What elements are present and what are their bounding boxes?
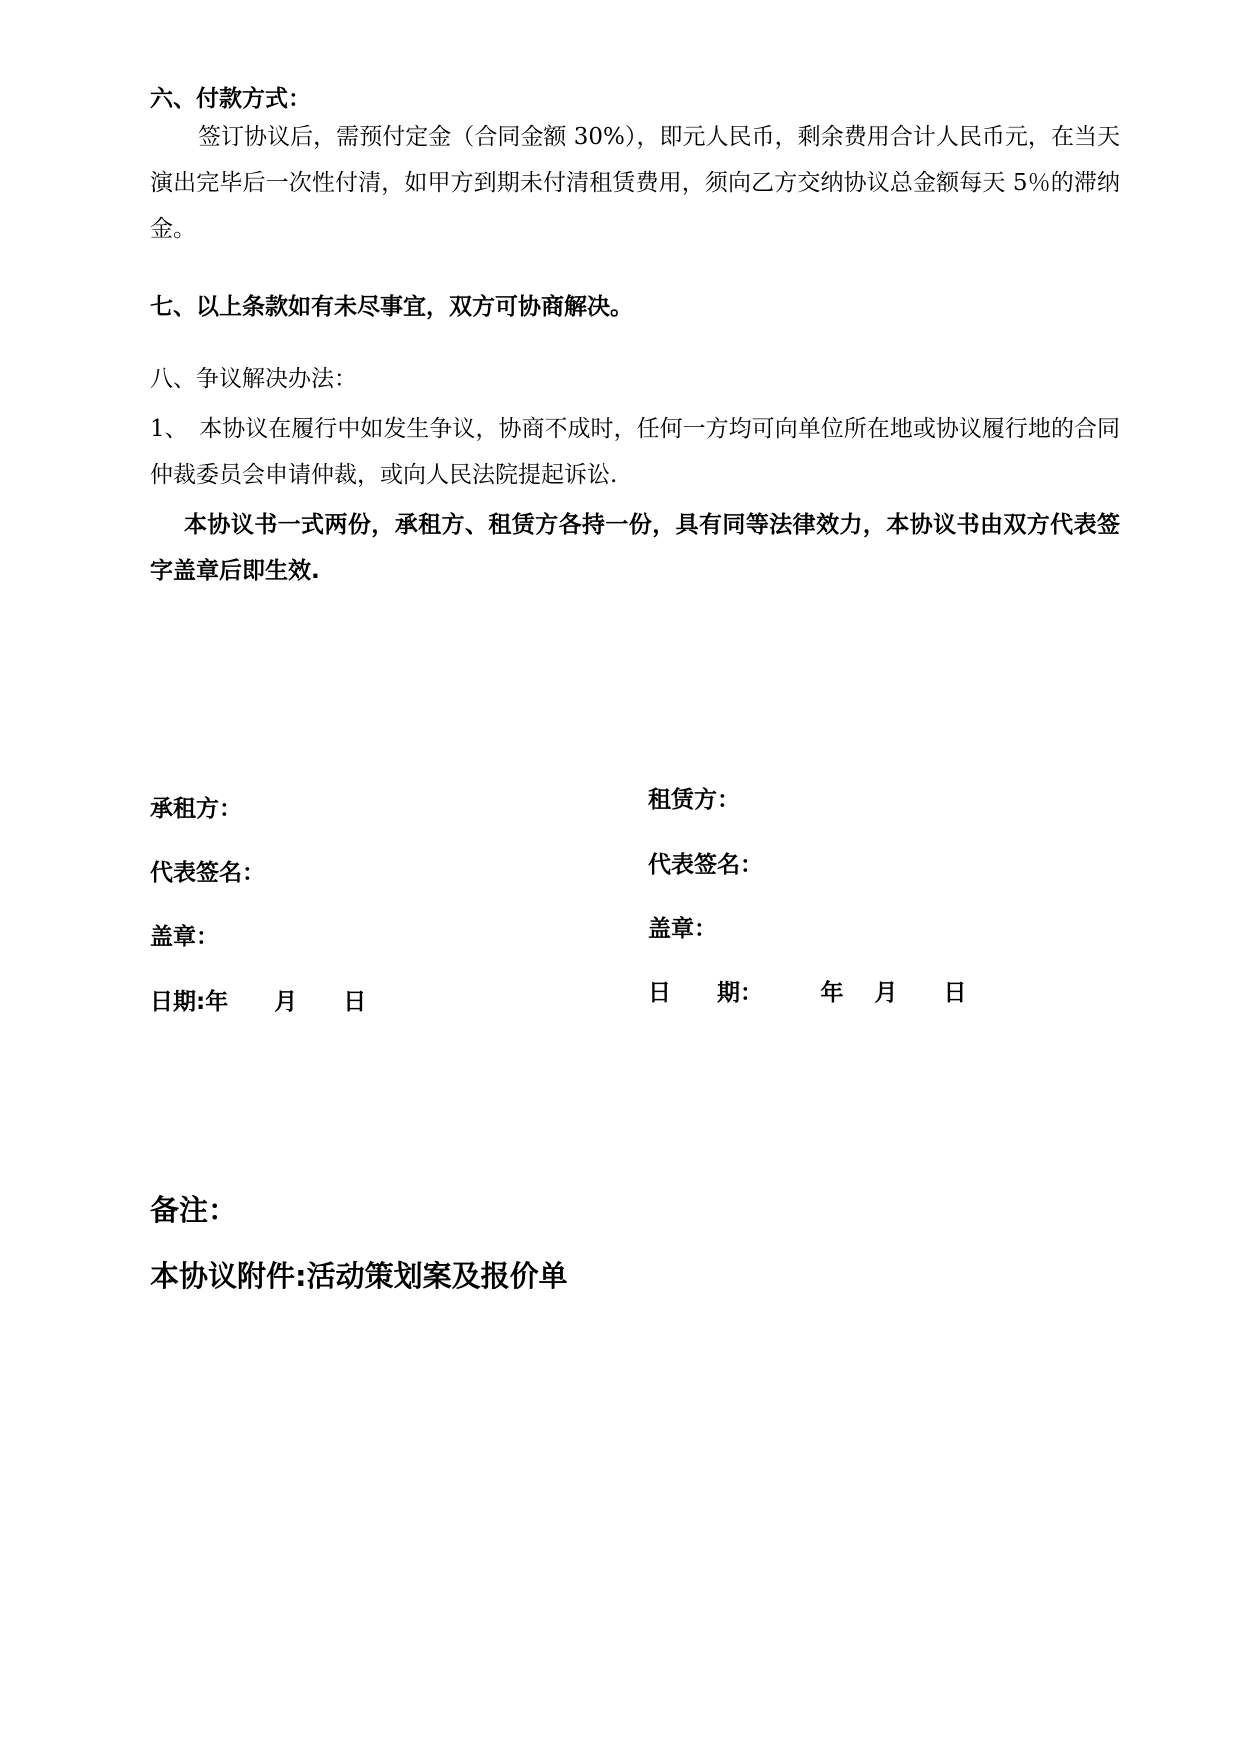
section-8-closing: 本协议书一式两份，承租方、租赁方各持一份，具有同等法律效力，本协议书由双方代表签字盖章后即生效. xyxy=(150,512,1120,584)
lessee-seal-label: 盖章： xyxy=(150,924,219,950)
section-7-heading: 七、以上条款如有未尽事宜，双方可协商解决。 xyxy=(150,294,633,320)
lessee-representative-label: 代表签名： xyxy=(150,860,265,886)
lessor-seal-label: 盖章： xyxy=(648,916,717,942)
section-8-heading: 八、争议解决办法： xyxy=(150,366,357,392)
lessor-representative-label: 代表签名： xyxy=(648,852,763,878)
section-6-heading: 六、付款方式： xyxy=(150,86,311,112)
section-6-body: 签订协议后，需预付定金（合同金额 30%），即元人民币，剩余费用合计人民币元，在当天演出完毕后一次性付清，如甲方到期未付清租赁费用，须向乙方交纳协议总金额每天 5％的滞纳金。 xyxy=(150,124,1120,242)
section-8-item-1: 1、 本协议在履行中如发生争议，协商不成时，任何一方均可向单位所在地或协议履行地的合同仲裁委员会申请仲裁，或向人民法院提起诉讼. xyxy=(150,416,1120,488)
lessor-party-label: 租赁方： xyxy=(648,787,740,813)
lessee-party-label: 承租方： xyxy=(150,796,242,822)
lessee-date-label: 日期:年 月 日 xyxy=(150,989,367,1015)
remarks-label: 备注： xyxy=(150,1193,238,1227)
remarks-attachment: 本协议附件:活动策划案及报价单 xyxy=(150,1259,568,1293)
lessor-date-label: 日 期： 年 月 日 xyxy=(648,980,967,1006)
